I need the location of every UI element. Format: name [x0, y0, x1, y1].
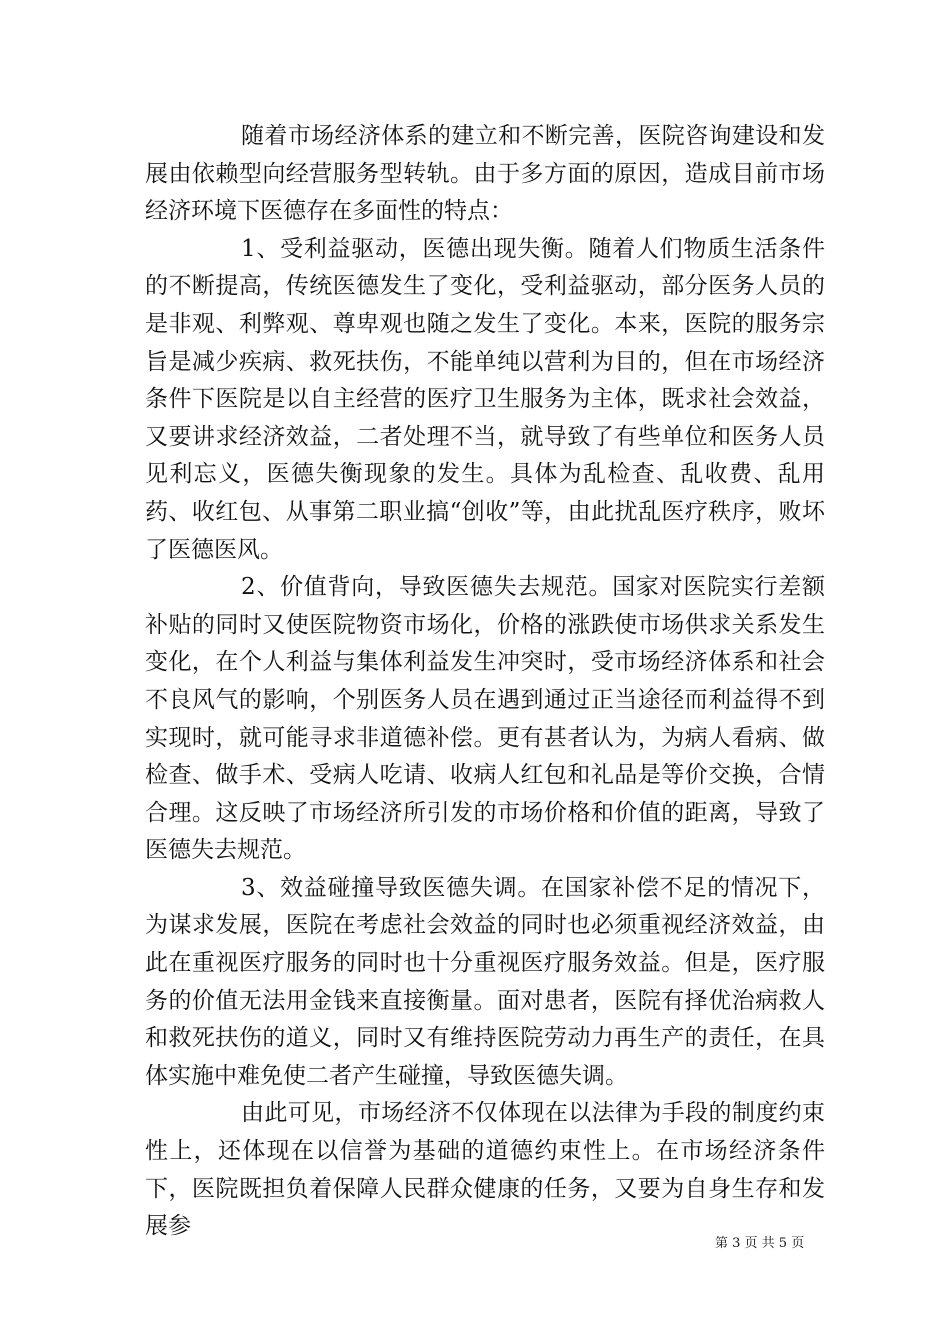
paragraph-intro: 随着市场经济体系的建立和不断完善，医院咨询建设和发展由依赖型向经营服务型转轨。由于多方面的原因，造成目前市场经济环境下医德存在多面性的特点：: [145, 123, 825, 225]
paragraph-point-3: 3、效益碰撞导致医德失调。在国家补偿不足的情况下，为谋求发展，医院在考虑社会效益的同时也必须重视经济效益，由此在重视医疗服务的同时也十分重视医疗服务效益。但是，医疗服务的价值无法用金钱来直接衡量。面对患者，医院有择优治病救人和救死扶伤的道义，同时又有维持医院劳动力再生产的责任，在具体实施中难免使二者产生碰撞，导致医德失调。: [145, 874, 825, 1089]
paragraph-point-1: 1、受利益驱动，医德出现失衡。随着人们物质生活条件的不断提高，传统医德发生了变化，受利益驱动，部分医务人员的是非观、利弊观、尊卑观也随之发生了变化。本来，医院的服务宗旨是减少疾病、救死扶伤，不能单纯以营利为目的，但在市场经济条件下医院是以自主经营的医疗卫生服务为主体，既求社会效益，又要讲求经济效益，二者处理不当，就导致了有些单位和医务人员见利忘义，医德失衡现象的发生。具体为乱检查、乱收费、乱用药、收红包、从事第二职业搞“创收”等，由此扰乱医疗秩序，败坏了医德医风。: [145, 235, 825, 563]
paragraph-point-2: 2、价值背向，导致医德失去规范。国家对医院实行差额补贴的同时又使医院物资市场化，价格的涨跌使市场供求关系发生变化，在个人利益与集体利益发生冲突时，受市场经济体系和社会不良风气的影响，个别医务人员在遇到通过正当途径而利益得不到实现时，就可能寻求非道德补偿。更有甚者认为，为病人看病、做检查、做手术、受病人吃请、收病人红包和礼品是等价交换，合情合理。这反映了市场经济所引发的市场价格和价值的距离，导致了医德失去规范。: [145, 574, 825, 864]
page-number-footer: 第 3 页 共 5 页: [715, 1236, 805, 1251]
document-body: [145, 118, 825, 1246]
paragraph-conclusion: 由此可见，市场经济不仅体现在以法律为手段的制度约束性上，还体现在以信誉为基础的道德约束性上。在市场经济条件下，医院既担负着保障人民群众健康的任务，又要为自身生存和发展参: [145, 1100, 825, 1240]
